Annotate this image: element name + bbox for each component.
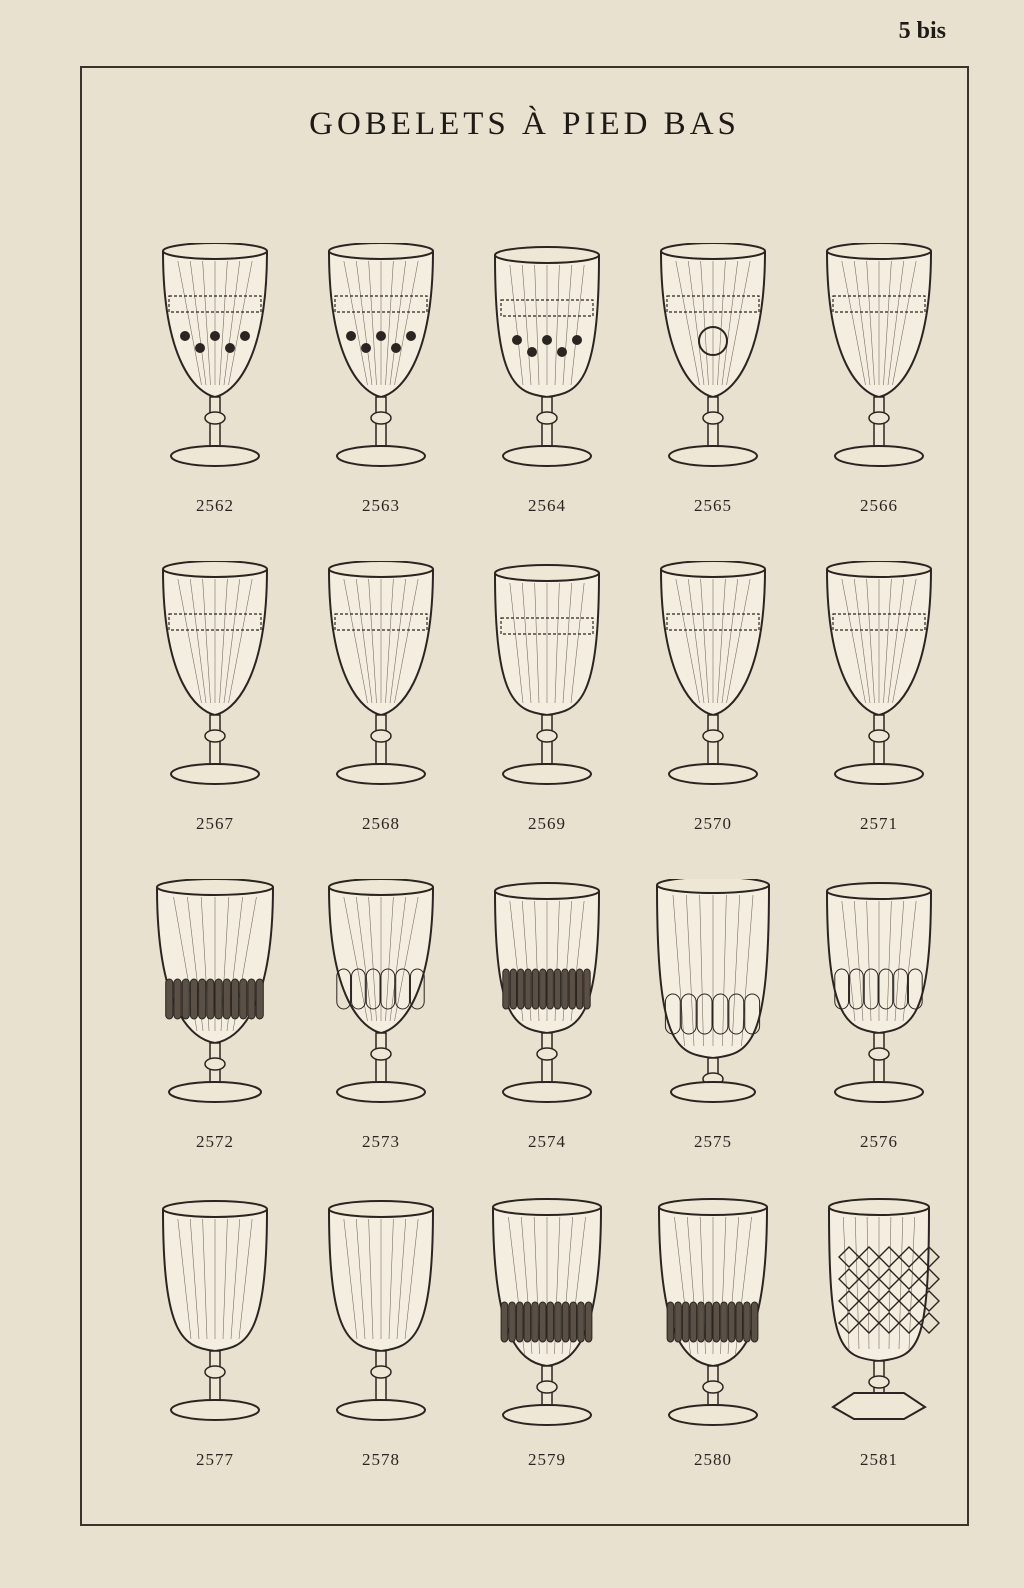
glass-illustration	[482, 1197, 612, 1447]
flute-motif	[547, 1302, 554, 1342]
glass-item	[796, 233, 962, 551]
glass-item	[132, 1187, 298, 1505]
glass-item	[464, 1187, 630, 1505]
flute-motif	[705, 1302, 712, 1342]
flute-motif	[166, 979, 173, 1019]
flute-motif	[584, 969, 590, 1009]
glass-rim	[157, 879, 273, 895]
item-code: 2573	[362, 1132, 400, 1151]
flower-motif	[346, 331, 356, 341]
flute-motif	[256, 979, 263, 1019]
glass-illustration	[482, 561, 612, 811]
flute-motif	[540, 969, 546, 1009]
glass-item	[796, 551, 962, 869]
glass-illustration	[814, 561, 944, 811]
glass-rim	[329, 1201, 433, 1217]
glass-item	[796, 1187, 962, 1505]
glass-rim	[657, 879, 769, 893]
item-code: 2574	[528, 1132, 566, 1151]
flute-motif	[539, 1302, 546, 1342]
glass-foot	[835, 446, 923, 466]
glass-item	[464, 551, 630, 869]
glass-foot	[171, 446, 259, 466]
glass-foot	[337, 446, 425, 466]
glass-item	[630, 233, 796, 551]
flower-motif	[557, 347, 567, 357]
flower-motif	[391, 343, 401, 353]
item-code: 2579	[528, 1450, 566, 1469]
glass-item	[298, 233, 464, 551]
item-code: 2575	[694, 1132, 732, 1151]
flute-motif	[562, 1302, 569, 1342]
flower-motif	[210, 331, 220, 341]
flower-motif	[512, 335, 522, 345]
glass-illustration	[150, 1197, 280, 1447]
glass-illustration	[648, 879, 778, 1129]
glass-rim	[493, 1199, 601, 1215]
item-code: 2576	[860, 1132, 898, 1151]
glass-foot	[833, 1393, 925, 1419]
stem-knop	[703, 412, 723, 424]
flower-motif	[195, 343, 205, 353]
glass-item	[298, 869, 464, 1187]
page-title: GOBELETS À PIED BAS	[309, 106, 740, 142]
glass-foot	[337, 1400, 425, 1420]
glass-rim	[495, 247, 599, 263]
glass-foot	[835, 764, 923, 784]
glass-item	[464, 869, 630, 1187]
glass-rim	[827, 561, 931, 577]
item-code: 2564	[528, 496, 566, 515]
flute-motif	[569, 969, 575, 1009]
stem-knop	[869, 412, 889, 424]
flute-motif	[547, 969, 553, 1009]
stem-knop	[869, 1048, 889, 1060]
stem-knop	[869, 730, 889, 742]
glass-item	[630, 869, 796, 1187]
glass-item	[298, 551, 464, 869]
glass-illustration	[814, 243, 944, 493]
flute-motif	[667, 1302, 674, 1342]
flute-motif	[576, 969, 582, 1009]
glass-rim	[659, 1199, 767, 1215]
glass-illustration	[482, 243, 612, 493]
item-code: 2581	[860, 1450, 898, 1469]
glass-item	[464, 233, 630, 551]
flower-motif	[376, 331, 386, 341]
glass-foot	[337, 764, 425, 784]
glass-rim	[495, 883, 599, 899]
flute-motif	[516, 1302, 523, 1342]
stem-knop	[537, 1048, 557, 1060]
glass-illustration	[316, 879, 446, 1129]
glass-item	[132, 869, 298, 1187]
glass-illustration	[648, 561, 778, 811]
glass-rim	[661, 243, 765, 259]
glass-foot	[337, 1082, 425, 1102]
flute-motif	[174, 979, 181, 1019]
item-code: 2570	[694, 814, 732, 833]
stem-knop	[371, 1366, 391, 1378]
flute-motif	[501, 1302, 508, 1342]
glass-illustration	[814, 879, 944, 1129]
glass-rim	[163, 561, 267, 577]
glass-illustration	[316, 1197, 446, 1447]
item-code: 2580	[694, 1450, 732, 1469]
flute-motif	[578, 1302, 585, 1342]
stem-knop	[205, 1058, 225, 1070]
glass-item	[132, 233, 298, 551]
stem-knop	[205, 730, 225, 742]
stem-knop	[537, 730, 557, 742]
flute-motif	[509, 1302, 516, 1342]
flute-motif	[215, 979, 222, 1019]
glass-illustration	[150, 243, 280, 493]
item-code: 2563	[362, 496, 400, 515]
flute-motif	[231, 979, 238, 1019]
glass-item	[796, 869, 962, 1187]
glass-rim	[329, 561, 433, 577]
flute-motif	[570, 1302, 577, 1342]
flower-motif	[361, 343, 371, 353]
glass-foot	[503, 764, 591, 784]
flute-motif	[532, 969, 538, 1009]
flute-motif	[751, 1302, 758, 1342]
flute-motif	[248, 979, 255, 1019]
flute-motif	[721, 1302, 728, 1342]
glass-illustration	[482, 879, 612, 1129]
flute-motif	[240, 979, 247, 1019]
glass-item	[132, 551, 298, 869]
glass-foot	[671, 1082, 755, 1102]
flute-motif	[698, 1302, 705, 1342]
flute-motif	[503, 969, 509, 1009]
glass-illustration	[316, 561, 446, 811]
glass-illustration	[316, 243, 446, 493]
stem-knop	[537, 1381, 557, 1393]
glass-foot	[169, 1082, 261, 1102]
glass-rim	[329, 243, 433, 259]
flower-motif	[527, 347, 537, 357]
glass-rim	[163, 243, 267, 259]
catalog-frame	[80, 66, 969, 1526]
flower-motif	[572, 335, 582, 345]
glass-foot	[503, 446, 591, 466]
glass-foot	[669, 764, 757, 784]
glass-rim	[163, 1201, 267, 1217]
item-code: 2577	[196, 1450, 234, 1469]
glass-illustration	[648, 1197, 778, 1447]
glass-rim	[661, 561, 765, 577]
glass-item	[630, 1187, 796, 1505]
stem-knop	[703, 730, 723, 742]
item-code: 2565	[694, 496, 732, 515]
flute-motif	[182, 979, 189, 1019]
flower-motif	[240, 331, 250, 341]
item-code: 2569	[528, 814, 566, 833]
flute-motif	[690, 1302, 697, 1342]
flute-motif	[199, 979, 206, 1019]
flute-motif	[713, 1302, 720, 1342]
glass-item	[630, 551, 796, 869]
stem-knop	[205, 412, 225, 424]
glass-rim	[827, 243, 931, 259]
flute-motif	[190, 979, 197, 1019]
glass-rim	[495, 565, 599, 581]
glass-foot	[171, 764, 259, 784]
glass-rim	[829, 1199, 929, 1215]
item-code: 2567	[196, 814, 234, 833]
glass-foot	[669, 1405, 757, 1425]
flute-motif	[585, 1302, 592, 1342]
glass-grid	[132, 233, 962, 1505]
flute-motif	[525, 969, 531, 1009]
flute-motif	[554, 969, 560, 1009]
glass-illustration	[150, 561, 280, 811]
flute-motif	[736, 1302, 743, 1342]
stem-knop	[371, 1048, 391, 1060]
glass-illustration	[150, 879, 280, 1129]
glass-foot	[171, 1400, 259, 1420]
glass-foot	[503, 1082, 591, 1102]
stem-knop	[371, 730, 391, 742]
glass-foot	[835, 1082, 923, 1102]
stem-knop	[205, 1366, 225, 1378]
page-number: 5 bis	[898, 18, 946, 44]
flute-motif	[223, 979, 230, 1019]
flute-motif	[524, 1302, 531, 1342]
flute-motif	[555, 1302, 562, 1342]
item-code: 2571	[860, 814, 898, 833]
stem-knop	[703, 1381, 723, 1393]
glass-rim	[329, 879, 433, 895]
glass-illustration	[648, 243, 778, 493]
item-code: 2568	[362, 814, 400, 833]
item-code: 2572	[196, 1132, 234, 1151]
item-code: 2566	[860, 496, 898, 515]
glass-illustration	[814, 1197, 944, 1447]
flute-motif	[675, 1302, 682, 1342]
glass-item	[298, 1187, 464, 1505]
flute-motif	[532, 1302, 539, 1342]
flute-motif	[744, 1302, 751, 1342]
item-code: 2562	[196, 496, 234, 515]
item-code: 2578	[362, 1450, 400, 1469]
glass-foot	[669, 446, 757, 466]
stem-knop	[371, 412, 391, 424]
flower-motif	[542, 335, 552, 345]
stem-knop	[537, 412, 557, 424]
stem-knop	[869, 1376, 889, 1388]
flute-motif	[728, 1302, 735, 1342]
glass-foot	[503, 1405, 591, 1425]
glass-rim	[827, 883, 931, 899]
flower-motif	[225, 343, 235, 353]
flower-motif	[406, 331, 416, 341]
flower-motif	[180, 331, 190, 341]
flute-motif	[562, 969, 568, 1009]
flute-motif	[682, 1302, 689, 1342]
flute-motif	[510, 969, 516, 1009]
flute-motif	[207, 979, 214, 1019]
flute-motif	[518, 969, 524, 1009]
